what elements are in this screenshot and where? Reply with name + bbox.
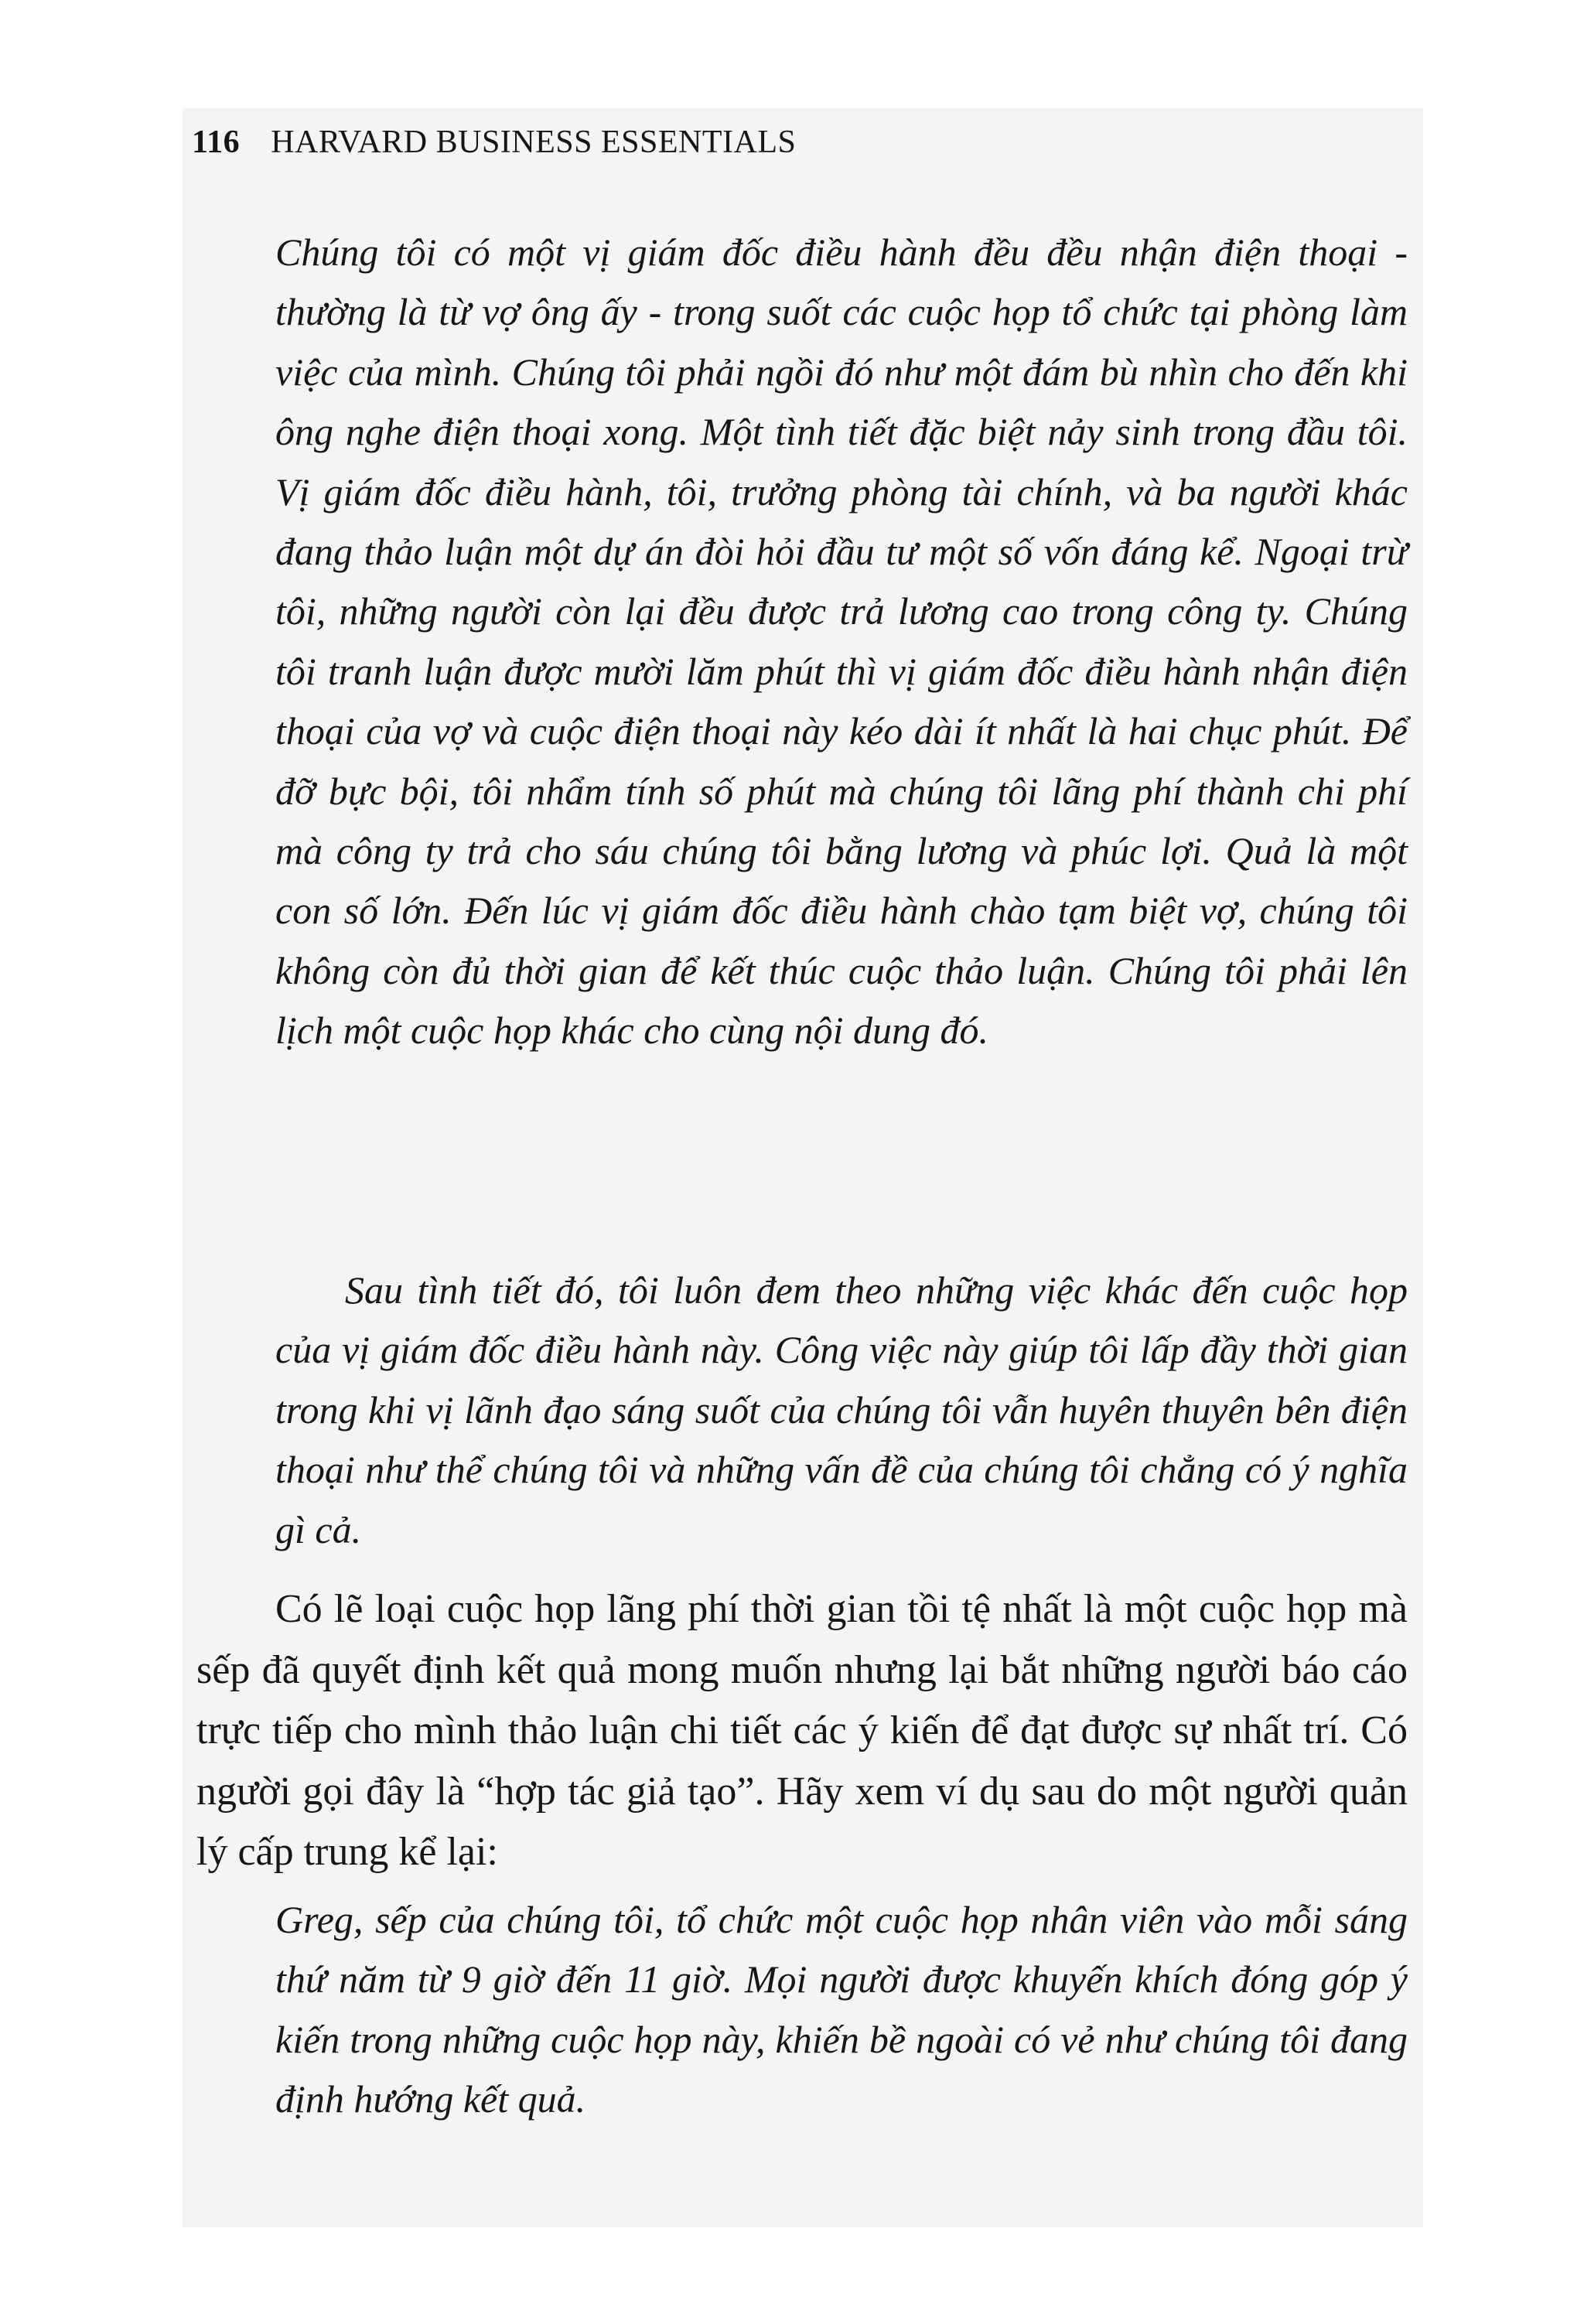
- block-quote-bringing-other-work: Sau tình tiết đó, tôi luôn đem theo những việc khác đến cuộc họp của vị giám đốc điều hành này. Công việc này giúp tôi lấp đầy thời gian trong khi vị lãnh đạo sáng suốt của chúng tôi vẫn huyên thuyên bên điện thoại như thể chúng tôi và những vấn đề của chúng tôi chẳng có ý nghĩa gì cả.: [275, 1268, 1408, 1551]
- block-quote-greg-staff-meeting: Greg, sếp của chúng tôi, tổ chức một cuộc họp nhân viên vào mỗi sáng thứ năm từ 9 giờ đến 11 giờ. Mọi người được khuyến khích đóng góp ý kiến trong những cuộc họp này, khiến bề ngoài có vẻ như chúng tôi đang định hướng kết quả.: [275, 1898, 1408, 2121]
- block-quote-executive-phone-calls: Chúng tôi có một vị giám đốc điều hành đều đều nhận điện thoại - thường là từ vợ ông ấy - trong suốt các cuộc họp tổ chức tại phòng làm việc của mình. Chúng tôi phải ngồi đó như một đám bù nhìn cho đến khi ông nghe điện thoại xong. Một tình tiết đặc biệt nảy sinh trong đầu tôi. Vị giám đốc điều hành, tôi, trưởng phòng tài chính, và ba người khác đang thảo luận một dự án đòi hỏi đầu tư một số vốn đáng kể. Ngoại trừ tôi, những người còn lại đều được trả lương cao trong công ty. Chúng tôi tranh luận được mười lăm phút thì vị giám đốc điều hành nhận điện thoại của vợ và cuộc điện thoại này kéo dài ít nhất là hai chục phút. Để đỡ bực bội, tôi nhẩm tính số phút mà chúng tôi lãng phí thành chi phí mà công ty trả cho sáu chúng tôi bằng lương và phúc lợi. Quả là một con số lớn. Đến lúc vị giám đốc điều hành chào tạm biệt vợ, chúng tôi không còn đủ thời gian để kết thúc cuộc thảo luận. Chúng tôi phải lên lịch một cuộc họp khác cho cùng nội dung đó.: [275, 230, 1408, 1053]
- body-paragraph-fake-collaboration: Có lẽ loại cuộc họp lãng phí thời gian tồi tệ nhất là một cuộc họp mà sếp đã quyết định kết quả mong muốn nhưng lại bắt những người báo cáo trực tiếp cho mình thảo luận chi tiết các ý kiến để đạt được sự nhất trí. Có người gọi đây là “hợp tác giả tạo”. Hãy xem ví dụ sau do một người quản lý cấp trung kể lại:: [196, 1587, 1408, 1874]
- running-header: [192, 124, 796, 161]
- running-title: HARVARD BUSINESS ESSENTIALS: [271, 125, 797, 160]
- page-number: 116: [192, 125, 241, 160]
